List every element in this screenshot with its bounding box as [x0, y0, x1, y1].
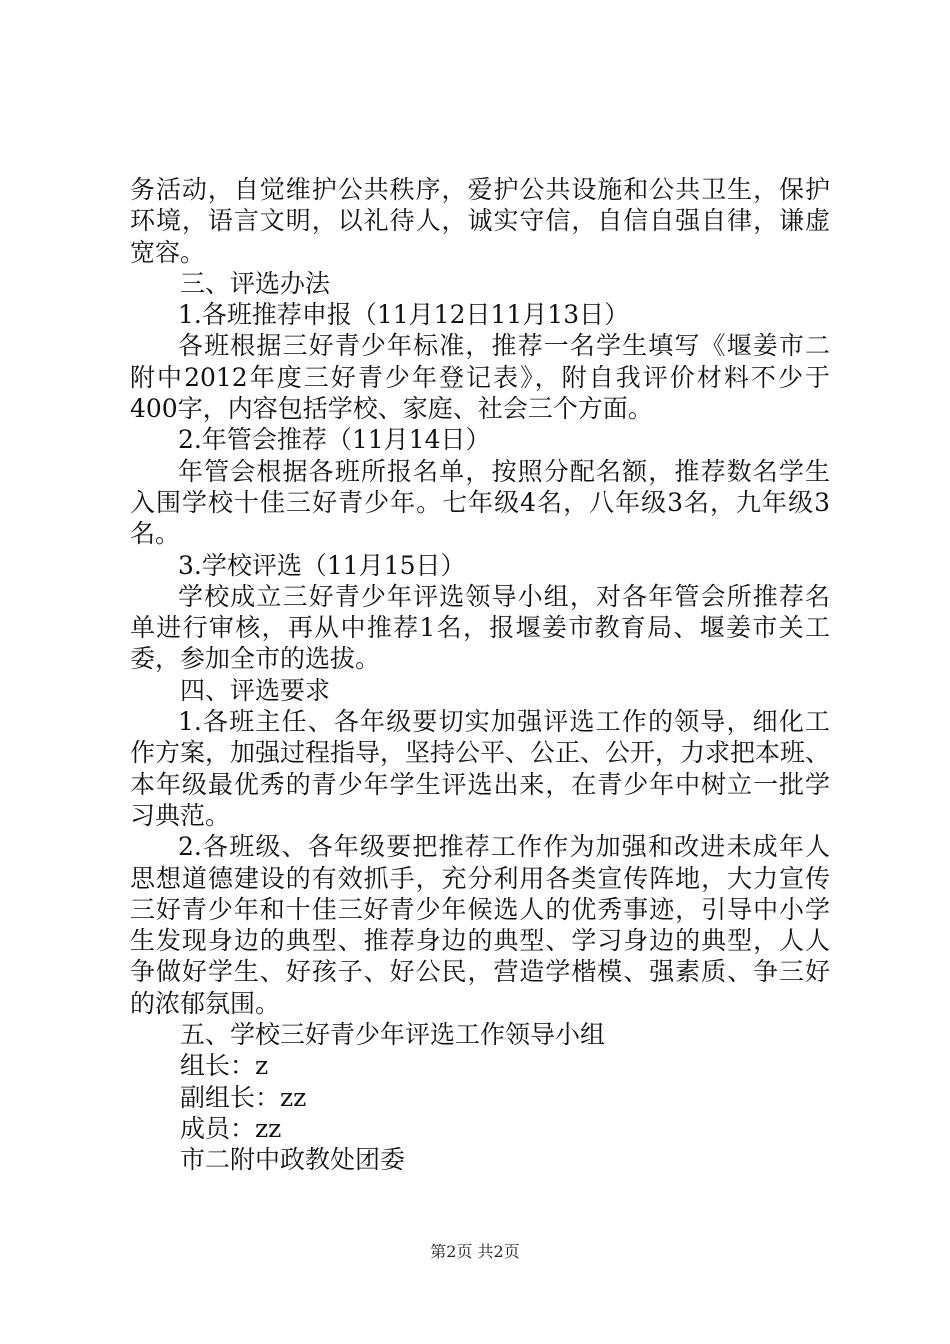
paragraph-line: 名。 [130, 519, 181, 549]
paragraph-line: 1.各班主任、各年级要切实加强评选工作的领导，细化工 [178, 707, 830, 737]
paragraph-line: 争做好学生、好孩子、好公民，营造学楷模、强素质、争三好 [130, 957, 830, 987]
section-heading-3: 三、评选办法 [180, 268, 331, 298]
paragraph-line: 年管会根据各班所报名单，按照分配名额，推荐数名学生 [178, 456, 830, 486]
paragraph-line: 宽容。 [130, 237, 206, 267]
paragraph-line: 附中2012年度三好青少年登记表》，附自我评价材料不少于 [130, 362, 830, 392]
paragraph-line: 委，参加全市的选拔。 [130, 644, 381, 674]
paragraph-line: 400字，内容包括学校、家庭、社会三个方面。 [130, 394, 653, 424]
page-number-footer: 第2页 共2页 [430, 1242, 520, 1261]
issuer-line: 市二附中政教处团委 [180, 1145, 406, 1175]
document-body [130, 174, 830, 1176]
section-heading-4: 四、评选要求 [180, 675, 331, 705]
paragraph-line: 习典范。 [130, 800, 231, 830]
paragraph-line: 作方案，加强过程指导，坚持公平、公正、公开，力求把本班、 [130, 738, 831, 768]
paragraph-line: 思想道德建设的有效抓手，充分利用各类宣传阵地，大力宣传 [130, 863, 830, 893]
deputy-leader-line: 副组长：zz [180, 1082, 307, 1112]
group-leader-line: 组长：z [180, 1051, 269, 1081]
paragraph-line: 2.各班级、各年级要把推荐工作作为加强和改进未成年人 [178, 832, 830, 862]
subheading-3-2: 2.年管会推荐（11月14日） [178, 425, 491, 455]
members-line: 成员：zz [180, 1113, 282, 1143]
paragraph-line: 务活动，自觉维护公共秩序，爱护公共设施和公共卫生，保护 [130, 175, 830, 204]
paragraph-line: 单进行审核，再从中推荐1名，报堰姜市教育局、堰姜市关工 [130, 613, 830, 643]
paragraph-line: 生发现身边的典型、推荐身边的典型、学习身边的典型，人人 [130, 926, 830, 956]
subheading-3-3: 3.学校评选（11月15日） [178, 550, 466, 580]
paragraph-line: 环境，语言文明，以礼待人，诚实守信，自信自强自律，谦虚 [130, 206, 830, 236]
subheading-3-1: 1.各班推荐申报（11月12日11月13日） [178, 300, 630, 330]
paragraph-line: 三好青少年和十佳三好青少年候选人的优秀事迹，引导中小学 [130, 894, 830, 924]
paragraph-line: 的浓郁氛围。 [130, 988, 281, 1018]
section-heading-5: 五、学校三好青少年评选工作领导小组 [180, 1020, 606, 1050]
paragraph-line: 本年级最优秀的青少年学生评选出来，在青少年中树立一批学 [130, 769, 830, 799]
paragraph-line: 各班根据三好青少年标准，推荐一名学生填写《堰姜市二 [178, 331, 830, 361]
paragraph-line: 入围学校十佳三好青少年。七年级4名，八年级3名，九年级3 [130, 487, 830, 517]
paragraph-line: 学校成立三好青少年评选领导小组，对各年管会所推荐名 [178, 581, 830, 611]
